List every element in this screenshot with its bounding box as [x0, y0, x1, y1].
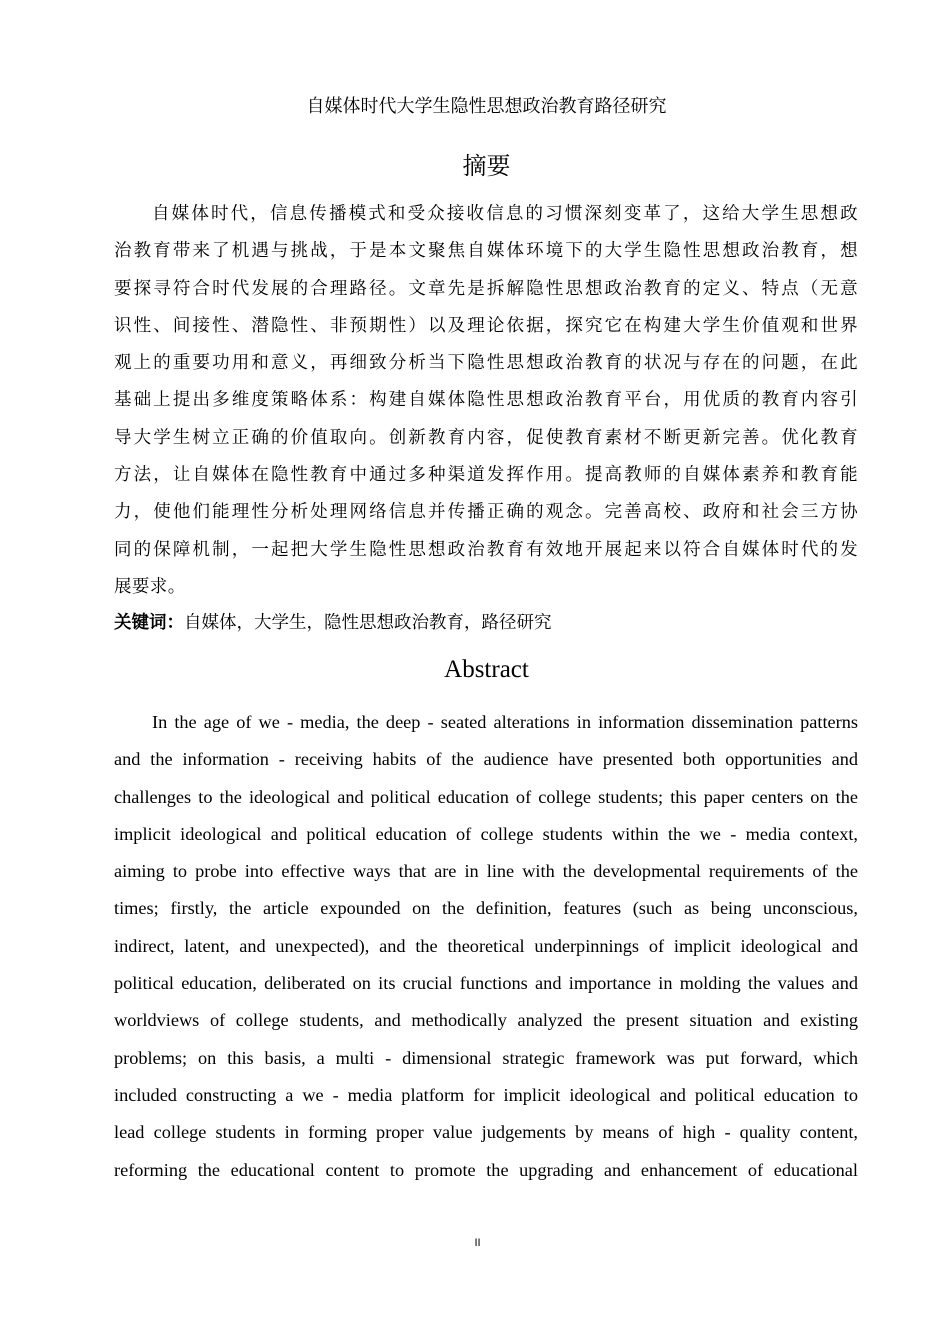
abstract-line: 治教育带来了机遇与挑战，于是本文聚焦自媒体环境下的大学生隐性思想政治教育，想: [114, 241, 858, 262]
running-header-title: 自媒体时代大学生隐性思想政治教育路径研究: [306, 96, 667, 116]
abstract-line: 要探寻符合时代发展的合理路径。文章先是拆解隐性思想政治教育的定义、特点（无意: [114, 278, 858, 299]
abstract-line: 方法，让自媒体在隐性教育中通过多种渠道发挥作用。提高教师的自媒体素养和教育能: [114, 465, 858, 486]
keywords: [114, 605, 552, 642]
abstract-line: included constructing a we - media platform for implicit ideological and political education to: [114, 1084, 858, 1105]
abstract-line: 观上的重要功用和意义，再细致分析当下隐性思想政治教育的状况与存在的问题，在此: [114, 353, 858, 374]
abstract-line: problems; on this basis, a multi - dimensional strategic framework was put forward, which: [114, 1047, 858, 1068]
abstract-line: 展要求。: [114, 576, 186, 597]
keywords-label: 关键词：: [114, 613, 184, 633]
abstract-line: implicit ideological and political education of college students within the we - media context,: [114, 823, 858, 844]
abstract-line: In the age of we - media, the deep - seated alterations in information dissemination patterns: [152, 712, 858, 732]
abstract-line: lead college students in forming proper value judgements by means of high - quality content,: [114, 1122, 858, 1143]
keywords-text: 自媒体，大学生，隐性思想政治教育，路径研究: [184, 613, 552, 633]
abstract-line: times; firstly, the article expounded on the definition, features (such as being unconscious,: [114, 898, 858, 919]
abstract-line: 力，使他们能理性分析处理网络信息并传播正确的观念。完善高校、政府和社会三方协: [114, 502, 858, 523]
abstract-line: challenges to the ideological and political education of college students; this paper centers on the: [114, 786, 858, 807]
abstract-line: 同的保障机制，一起把大学生隐性思想政治教育有效地开展起来以符合自媒体时代的发: [114, 539, 858, 560]
abstract-line: 基础上提出多维度策略体系：构建自媒体隐性思想政治教育平台，用优质的教育内容引: [114, 390, 858, 411]
abstract-line: 自媒体时代，信息传播模式和受众接收信息的习惯深刻变革了，这给大学生思想政: [152, 204, 858, 224]
abstract-line: and the information - receiving habits of the audience have presented both opportunities and: [114, 749, 858, 770]
english-abstract-body: [114, 704, 858, 1189]
chinese-abstract-heading: 摘要: [462, 154, 511, 180]
abstract-line: indirect, latent, and unexpected), and the theoretical underpinnings of implicit ideological and: [114, 935, 858, 956]
page-number: II: [474, 1237, 481, 1249]
english-abstract-heading: Abstract: [444, 656, 529, 683]
abstract-line: 识性、间接性、潜隐性、非预期性）以及理论依据，探究它在构建大学生价值观和世界: [114, 315, 858, 336]
abstract-line: worldviews of college students, and methodically analyzed the present situation and existing: [114, 1010, 858, 1031]
abstract-line: 导大学生树立正确的价值取向。创新教育内容，促使教育素材不断更新完善。优化教育: [114, 427, 858, 448]
abstract-line: aiming to probe into effective ways that are in line with the developmental requirements of the: [114, 861, 858, 882]
abstract-line: political education, deliberated on its crucial functions and importance in molding the values and: [114, 973, 858, 994]
chinese-abstract-body: [114, 196, 858, 606]
abstract-line: reforming the educational content to promote the upgrading and enhancement of educational: [114, 1159, 858, 1180]
